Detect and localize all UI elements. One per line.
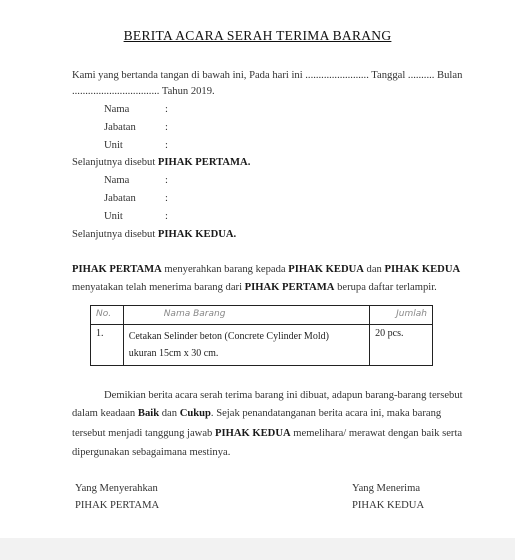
field-colon: : [165, 104, 168, 115]
col-header-no: No. [91, 306, 124, 325]
document-title: BERITA ACARA SERAH TERIMA BARANG [123, 28, 392, 43]
field-colon: : [165, 193, 168, 204]
condition-good: Baik [137, 408, 160, 419]
intro-line-1: Kami yang bertanda tangan di bawah ini, Pada hari ini ........................ Tanggal .......... Bulan [72, 70, 463, 81]
signature-left-label: Yang Menyerahkan [75, 483, 158, 494]
text-span: dan [159, 408, 180, 419]
signature-right-party: PIHAK KEDUA [352, 500, 425, 511]
signature-right-label: Yang Menerima [352, 483, 421, 494]
party-two-name: PIHAK KEDUA. [157, 229, 237, 240]
handover-line-1 [72, 264, 460, 275]
text-span: tersebut menjadi tanggung jawab [72, 428, 215, 439]
field-label-unit-2: Unit [104, 211, 123, 222]
party-one-ref: PIHAK PERTAMA [244, 282, 335, 293]
party-one-prefix: Selanjutnya disebut [72, 157, 158, 168]
text-span: menyerahkan barang kepada [161, 264, 289, 275]
text-span: menyatakan telah menerima barang dari [72, 282, 245, 293]
item-line-2: ukuran 15cm x 30 cm. [128, 348, 219, 359]
party-two-ref: PIHAK KEDUA [288, 264, 364, 275]
field-colon: : [165, 140, 168, 151]
item-line-1: Cetakan Selinder beton (Concrete Cylinder Mold) [128, 331, 329, 342]
col-header-item: Nama Barang [123, 306, 369, 325]
closing-line-4: dipergunakan sebagaimana mestinya. [72, 447, 231, 458]
closing-line-3 [72, 428, 462, 439]
field-colon: : [165, 122, 168, 133]
text-span: dan [363, 264, 385, 275]
table-row [91, 325, 433, 366]
party-one-name: PIHAK PERTAMA. [157, 157, 251, 168]
row-item [123, 325, 369, 366]
table-header-row [91, 306, 433, 325]
field-colon: : [165, 175, 168, 186]
col-header-qty: Jumlah [370, 306, 433, 325]
text-span: . Sejak penandatanganan berita acara ini, maka barang [210, 408, 442, 419]
party-two-line [72, 229, 236, 240]
field-label-nama-2: Nama [104, 175, 130, 186]
field-label-nama-1: Nama [104, 104, 130, 115]
intro-line-2: ................................. Tahun 2019. [72, 86, 215, 97]
handover-line-2 [72, 282, 437, 293]
signature-left-party: PIHAK PERTAMA [75, 500, 160, 511]
row-qty: 20 pcs. [370, 325, 433, 366]
text-span: dalam keadaan [72, 408, 138, 419]
row-no: 1. [91, 325, 124, 366]
field-colon: : [165, 211, 168, 222]
text-span: memelihara/ merawat dengan baik serta [290, 428, 463, 439]
closing-line-2 [72, 408, 441, 419]
field-label-unit-1: Unit [104, 140, 123, 151]
party-two-ref: PIHAK KEDUA [214, 428, 291, 439]
text-span: berupa daftar terlampir. [334, 282, 437, 293]
field-label-jabatan-2: Jabatan [104, 193, 136, 204]
party-two-ref: PIHAK KEDUA [384, 264, 461, 275]
closing-line-1: Demikian berita acara serah terima barang ini dibuat, adapun barang-barang tersebut [104, 390, 463, 401]
party-one-line [72, 157, 250, 168]
party-two-prefix: Selanjutnya disebut [72, 229, 158, 240]
party-one-ref: PIHAK PERTAMA [72, 264, 162, 275]
items-table [90, 305, 433, 366]
condition-enough: Cukup [179, 408, 211, 419]
field-label-jabatan-1: Jabatan [104, 122, 136, 133]
page-bottom-band [0, 538, 515, 560]
